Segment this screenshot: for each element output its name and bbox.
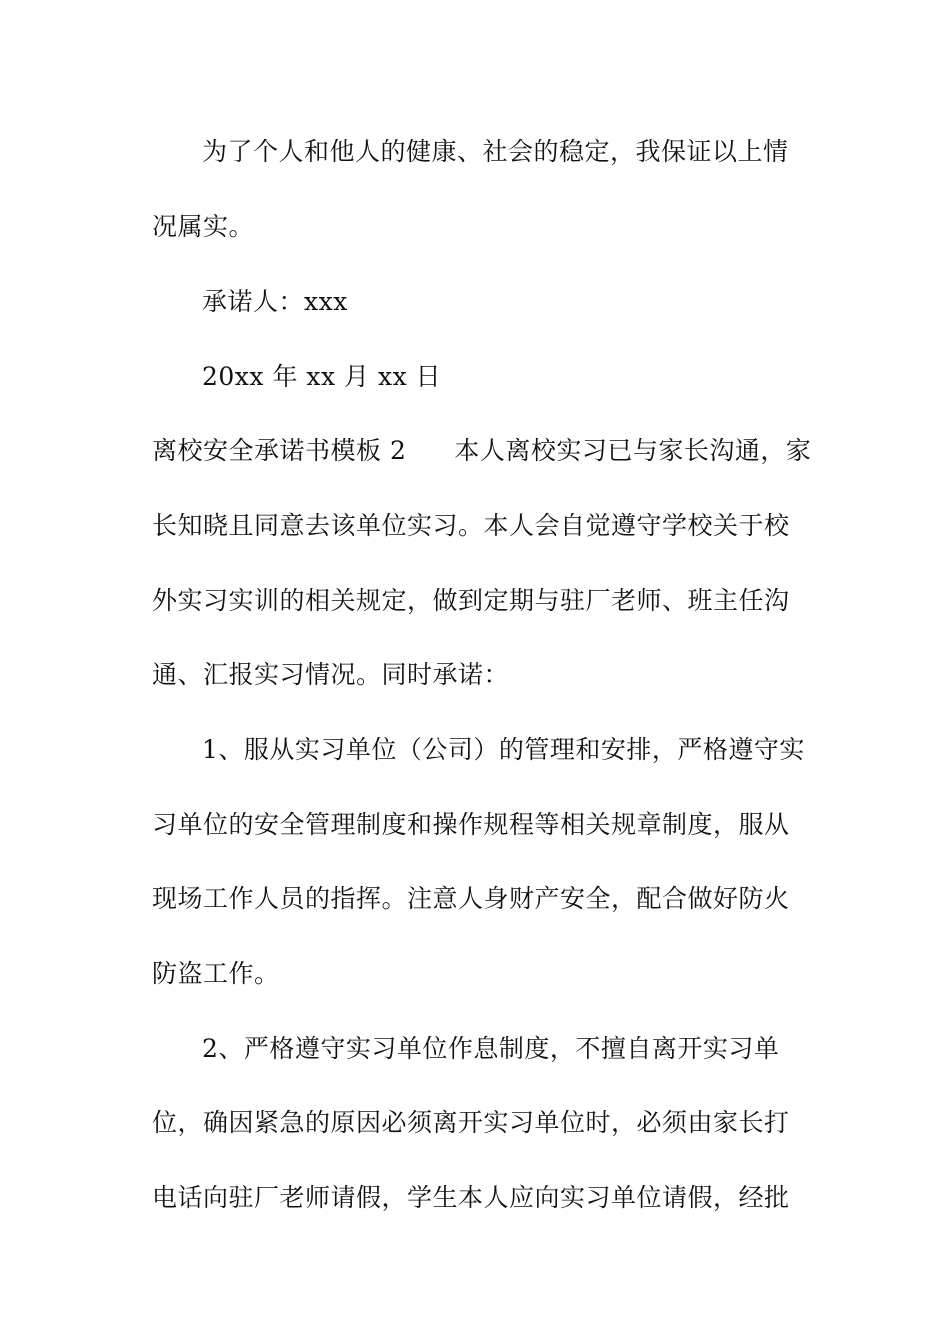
- paragraph-line: 为了个人和他人的健康、社会的稳定，我保证以上情: [202, 137, 789, 166]
- paragraph-line: 防盗工作。: [152, 959, 280, 988]
- date-line: 20xx 年 xx 月 xx 日: [202, 362, 442, 391]
- paragraph-line: 电话向驻厂老师请假，学生本人应向实习单位请假，经批: [152, 1183, 790, 1212]
- template-heading-line: [152, 436, 812, 466]
- template-heading: 离校安全承诺书模板 2: [152, 436, 407, 465]
- signer-line: 承诺人：xxx: [202, 287, 348, 316]
- numbered-item-line: 1、服从实习单位（公司）的管理和安排，严格遵守实: [202, 735, 805, 764]
- paragraph-line: 况属实。: [152, 212, 255, 241]
- paragraph-line: 外实习实训的相关规定，做到定期与驻厂老师、班主任沟: [152, 586, 790, 615]
- paragraph-line: 习单位的安全管理制度和操作规程等相关规章制度，服从: [152, 810, 790, 839]
- paragraph-text: 本人离校实习已与家长沟通，家: [454, 436, 812, 465]
- paragraph-line: 长知晓且同意去该单位实习。本人会自觉遵守学校关于校: [152, 511, 790, 540]
- paragraph-line: 通、汇报实习情况。同时承诺：: [152, 660, 510, 689]
- paragraph-line: 位，确因紧急的原因必须离开实习单位时，必须由家长打: [152, 1108, 790, 1137]
- numbered-item-line: 2、严格遵守实习单位作息制度，不擅自离开实习单: [202, 1034, 780, 1063]
- paragraph-line: 现场工作人员的指挥。注意人身财产安全，配合做好防火: [152, 884, 790, 913]
